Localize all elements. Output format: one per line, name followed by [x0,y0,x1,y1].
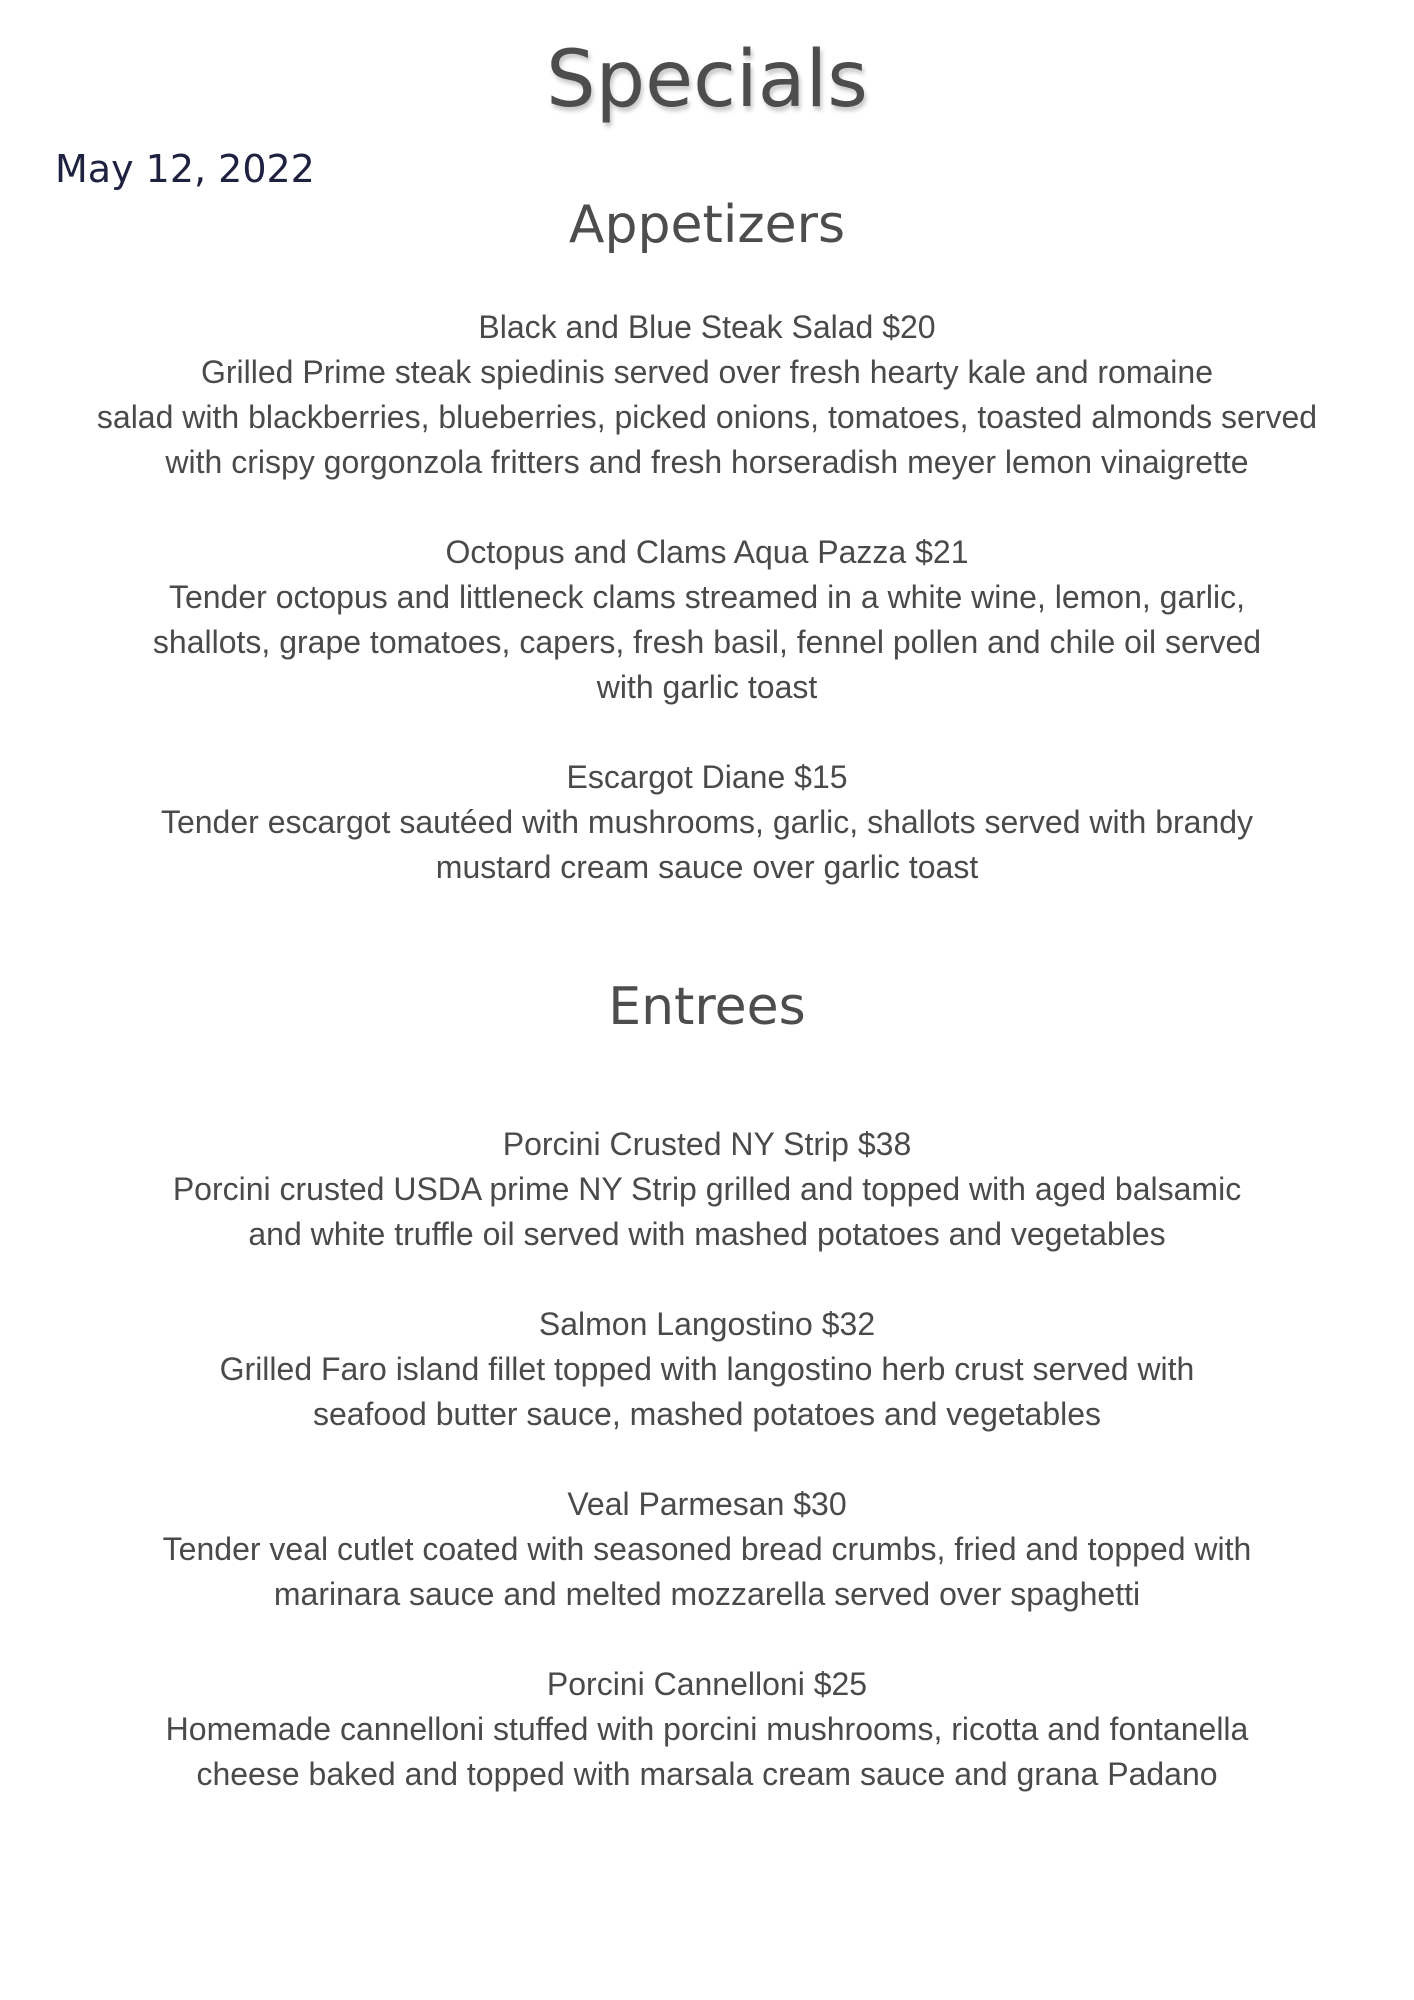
item-name: Escargot Diane $15 [566,759,848,795]
item-name: Porcini Crusted NY Strip $38 [502,1126,912,1162]
menu-item [40,1122,1374,1257]
item-description: Tender veal cutlet coated with seasoned bread crumbs, fried and topped with marinara sauce and melted mozzarella served over spaghetti [162,1531,1252,1612]
item-description: Homemade cannelloni stuffed with porcini mushrooms, ricotta and fontanella cheese baked and topped with marsala cream sauce and grana Padano [165,1711,1249,1792]
page-title: Specials [546,35,868,125]
menu-item [40,1662,1374,1797]
item-name: Veal Parmesan $30 [567,1486,847,1522]
entree-list [40,1122,1374,1842]
item-name: Octopus and Clams Aqua Pazza $21 [445,534,969,570]
entrees-heading: Entrees [608,977,806,1037]
item-description: Grilled Faro island fillet topped with langostino herb crust served with seafood butter sauce, mashed potatoes and vegetables [219,1351,1195,1432]
item-description: Porcini crusted USDA prime NY Strip grilled and topped with aged balsamic and white truffle oil served with mashed potatoes and vegetables [172,1171,1242,1252]
appetizer-list [40,305,1374,935]
item-description: Tender octopus and littleneck clams streamed in a white wine, lemon, garlic, shallots, grape tomatoes, capers, fresh basil, fennel pollen and chile oil served with garlic toast [152,579,1262,705]
item-name: Salmon Langostino $32 [538,1306,876,1342]
item-name: Black and Blue Steak Salad $20 [478,309,936,345]
menu-item [40,1482,1374,1617]
menu-item [40,1302,1374,1437]
item-description: Tender escargot sautéed with mushrooms, garlic, shallots served with brandy mustard cream sauce over garlic toast [160,804,1254,885]
appetizers-heading: Appetizers [568,195,846,255]
menu-date: May 12, 2022 [55,147,315,191]
menu-item [40,530,1374,710]
item-description: Grilled Prime steak spiedinis served over fresh hearty kale and romaine salad with blackberries, blueberries, picked onions, tomatoes, toasted almonds served with crispy gorgonzola fritters and fresh horseradish meyer lemon vinaigrette [96,354,1318,480]
item-name: Porcini Cannelloni $25 [546,1666,868,1702]
menu-item [40,755,1374,890]
menu-item [40,305,1374,485]
